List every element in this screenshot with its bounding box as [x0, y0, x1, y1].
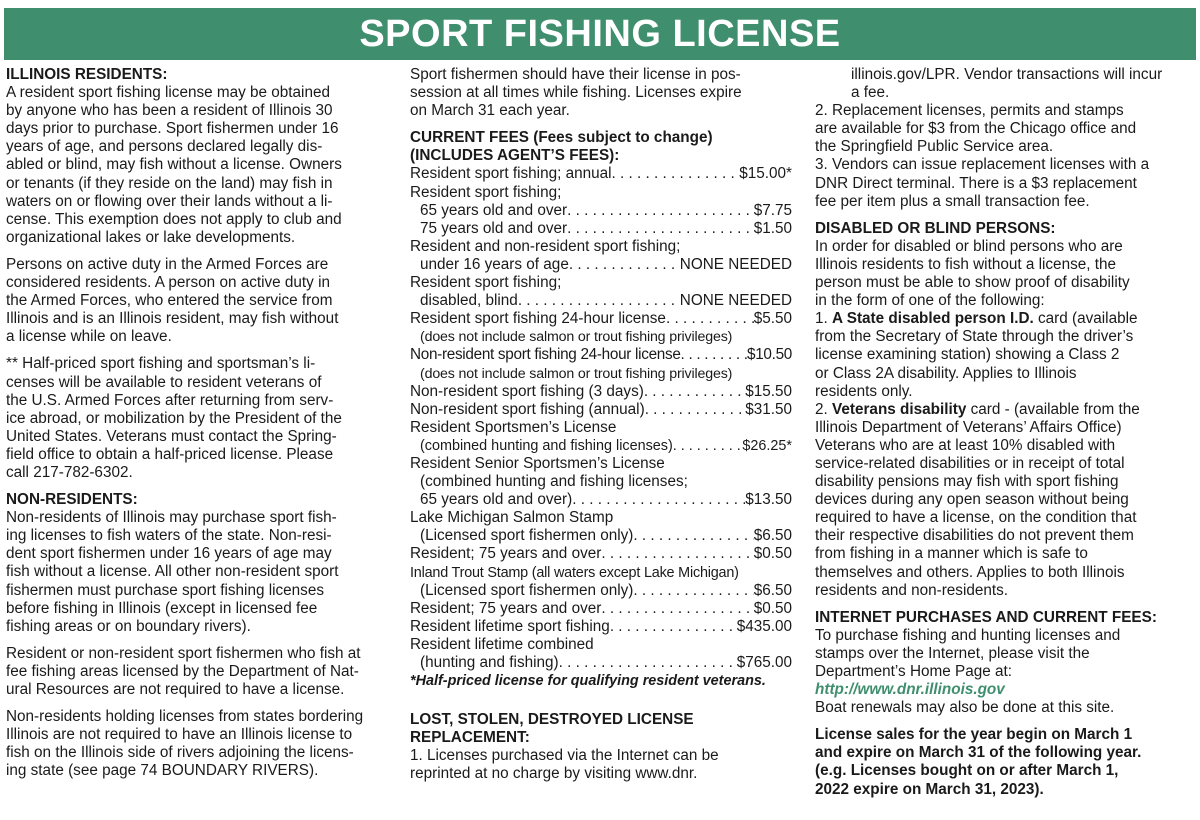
text-line: LOST, STOLEN, DESTROYED LICENSE: [410, 711, 694, 729]
text-line: a fee.: [851, 84, 890, 102]
dot-leader: [559, 654, 737, 672]
text-line: A resident sport fishing license may be obtained: [6, 84, 330, 102]
fee-amount: $5.50: [753, 310, 792, 328]
fee-amount: $0.50: [753, 545, 792, 563]
text-line: illinois.gov/LPR. Vendor transactions will incur: [851, 66, 1163, 83]
text-line: Veterans who are at least 10% disabled with: [815, 436, 1116, 454]
text-line: (e.g. Licenses bought on or after March 1,: [815, 762, 1119, 780]
fee-label: Resident sport fishing 24-hour license: [410, 310, 666, 328]
fee-group-title: Resident sport fishing;: [410, 183, 562, 201]
fee-row: [410, 437, 792, 455]
dot-leader: [567, 202, 754, 220]
fee-group-title: Lake Michigan Salmon Stamp: [410, 509, 614, 527]
fee-group-title: Resident and non-resident sport fishing;: [410, 237, 681, 255]
text-line: a license while on leave.: [6, 328, 172, 346]
text-line: call 217-782-6302.: [6, 463, 133, 481]
text-line: dent sport fishermen under 16 years of age may: [6, 545, 332, 563]
residents-paragraph-2: [6, 256, 382, 346]
fee-note: (does not include salmon or trout fishing privileges): [420, 365, 733, 382]
text-line: or Class 2A disability. Applies to Illinois: [815, 364, 1077, 382]
credential-number: 2.: [815, 400, 833, 418]
fee-amount: $435.00: [736, 617, 792, 635]
text-line: disability pensions may fish with sport fishing: [815, 473, 1119, 491]
disabled-intro: [815, 238, 1193, 310]
fee-label: under 16 years of age: [420, 255, 569, 273]
disabled-heading: DISABLED OR BLIND PERSONS:: [815, 219, 1056, 237]
text-line: United States. Veterans must contact the Spring-: [6, 427, 337, 445]
residents-paragraph-1: [6, 84, 382, 247]
fee-group-title: Resident lifetime combined: [410, 635, 594, 653]
fee-amount: $10.50: [747, 346, 792, 364]
text-line: residents only.: [815, 382, 913, 400]
text-line: required to have a license, on the condition that: [815, 509, 1137, 527]
fee-row: [410, 491, 792, 509]
text-line: Sport fishermen should have their license in pos-: [410, 66, 741, 83]
dot-leader: [518, 292, 680, 310]
text-line: Non-residents holding licenses from states bordering: [6, 708, 364, 726]
fee-group-title: Inland Trout Stamp (all waters except Lake Michigan): [410, 564, 739, 581]
fee-amount: $31.50: [745, 400, 792, 418]
dot-leader: [610, 618, 737, 636]
text-line: ing state (see page 74 BOUNDARY RIVERS).: [6, 762, 319, 780]
fee-row: [410, 256, 792, 274]
text-line: years of age, and persons declared legally dis-: [6, 138, 323, 156]
text-line: CURRENT FEES (Fees subject to change): [410, 129, 713, 147]
fee-amount: $0.50: [753, 599, 792, 617]
dot-leader: [645, 401, 746, 419]
credential-details: [815, 328, 1193, 400]
fee-amount: $765.00: [736, 654, 792, 671]
fee-row: [410, 202, 792, 220]
fee-row: [410, 582, 792, 600]
fee-amount: $26.25*: [742, 437, 792, 454]
text-line: stamps over the Internet, please visit the: [815, 644, 1090, 662]
credential-text: card - (available from the: [966, 400, 1140, 418]
text-line: Illinois are not required to have an Illinois license to: [6, 726, 353, 744]
fee-label: Non-resident sport fishing (annual): [410, 400, 645, 418]
dot-leader: [644, 383, 745, 401]
fee-group-title: Resident Senior Sportsmen’s License: [410, 454, 665, 472]
fee-label: Resident; 75 years and over: [410, 599, 602, 617]
text-line: ** Half-priced sport fishing and sportsman’s li-: [6, 355, 316, 373]
text-line: field office to obtain a half-priced license. Please: [6, 445, 334, 463]
fee-amount: $6.50: [753, 581, 792, 599]
text-line: considered residents. A person on active duty in: [6, 274, 330, 292]
fee-label: (Licensed sport fishermen only): [420, 527, 634, 545]
dot-leader: [612, 165, 740, 183]
text-line: To purchase fishing and hunting licenses and: [815, 626, 1121, 644]
license-sales-note: [815, 726, 1193, 798]
text-line: from the Secretary of State through the driver’s: [815, 328, 1134, 346]
nonresidents-paragraph-1: [6, 509, 382, 636]
fee-label: (hunting and fishing): [420, 654, 559, 671]
fees-heading: [410, 129, 792, 165]
column-fees: [410, 66, 792, 784]
text-line: REPLACEMENT:: [410, 729, 530, 747]
fee-row: [410, 618, 792, 636]
dot-leader: [601, 600, 753, 618]
text-line: Illinois and is an Illinois resident, may fish without: [6, 310, 339, 328]
text-line: fishermen must purchase sport fishing licenses: [6, 581, 324, 599]
fee-label: 75 years old and over: [420, 219, 568, 237]
text-line: are available for $3 from the Chicago office and: [815, 120, 1137, 138]
fee-label: 65 years old and over): [420, 491, 573, 509]
fee-group-subtitle: (combined hunting and fishing licenses;: [420, 473, 688, 491]
text-line: license examining station) showing a Class 2: [815, 346, 1120, 364]
text-line: from fishing in a manner which is safe to: [815, 545, 1088, 563]
disabled-credential-2: [815, 401, 1193, 600]
page-title: SPORT FISHING LICENSE: [4, 8, 1196, 60]
dot-leader: [673, 437, 743, 455]
text-line: fee per item plus a small transaction fee.: [815, 192, 1090, 210]
fee-row: [410, 401, 792, 419]
fee-note: (does not include salmon or trout fishing privileges): [420, 329, 733, 346]
fee-row: [410, 310, 792, 328]
fees-footnote: *Half-priced license for qualifying resident veterans.: [410, 673, 766, 690]
fee-label: disabled, blind: [420, 292, 518, 310]
column-residents: [6, 66, 382, 789]
fee-group-title: Resident sport fishing;: [410, 274, 562, 292]
fee-amount: NONE NEEDED: [679, 292, 792, 310]
fee-label: (Licensed sport fishermen only): [420, 581, 634, 599]
text-line: their respective disabilities do not prevent them: [815, 527, 1134, 545]
text-line: ing licenses to fish waters of the state. Non-resi-: [6, 527, 332, 545]
dot-leader: [601, 545, 753, 563]
text-line: Resident or non-resident sport fishermen who fish at: [6, 644, 361, 662]
credential-name: A State disabled person I.D.: [832, 310, 1034, 328]
text-line: censes will be available to resident veterans of: [6, 373, 322, 391]
lost-item-2: [815, 102, 1193, 156]
text-line: waters on or flowing over their lands without a li-: [6, 192, 333, 210]
text-line: cense. This exemption does not apply to club and: [6, 210, 342, 228]
fee-group-title: Resident Sportsmen’s License: [410, 418, 617, 436]
dot-leader: [666, 310, 754, 328]
text-line: fish on the Illinois side of rivers adjoining the licens-: [6, 744, 354, 762]
text-line: fishing areas or on boundary rivers).: [6, 617, 251, 635]
fee-label: 65 years old and over: [420, 201, 568, 219]
credential-name: Veterans disability: [832, 400, 967, 418]
dot-leader: [633, 582, 753, 600]
column-disabled: [815, 66, 1193, 799]
text-line: residents and non-residents.: [815, 581, 1009, 599]
text-line: the Armed Forces, who entered the service from: [6, 292, 333, 310]
text-line: Persons on active duty in the Armed Forces are: [6, 255, 329, 273]
nonresidents-paragraph-3: [6, 708, 382, 780]
text-line: reprinted at no charge by visiting www.dnr.: [410, 765, 698, 783]
text-line: ural Resources are not required to have a license.: [6, 681, 345, 698]
nonresidents-heading: NON-RESIDENTS:: [6, 491, 138, 509]
fee-row: [410, 220, 792, 238]
text-line: session at all times while fishing. Licenses expire: [410, 84, 742, 102]
fee-row: [410, 346, 792, 364]
text-line: the U.S. Armed Forces after returning from serv-: [6, 391, 334, 409]
text-line: 2. Replacement licenses, permits and stamps: [815, 102, 1124, 120]
text-line: 1. Licenses purchased via the Internet can be: [410, 747, 719, 765]
fee-amount: NONE NEEDED: [679, 255, 792, 273]
text-line: or tenants (if they reside on the land) may fish in: [6, 174, 333, 192]
fee-amount: $13.50: [745, 491, 792, 509]
text-line: service-related disabilities or in receipt of total: [815, 454, 1125, 472]
credential-details: [815, 419, 1193, 600]
text-line: Illinois residents to fish without a license, the: [815, 255, 1116, 273]
fee-amount: $6.50: [753, 527, 792, 545]
fee-label: Non-resident sport fishing (3 days): [410, 382, 644, 400]
text-line: person must be able to show proof of disability: [815, 274, 1130, 292]
fee-label: Resident sport fishing; annual: [410, 165, 612, 183]
disabled-credential-1: [815, 310, 1193, 400]
dot-leader: [572, 491, 745, 509]
credential-number: 1.: [815, 310, 833, 328]
residents-heading: ILLINOIS RESIDENTS:: [6, 66, 168, 83]
nonresidents-paragraph-2: [6, 645, 382, 699]
text-line: devices during any open season without being: [815, 491, 1129, 509]
text-line: (INCLUDES AGENT’S FEES):: [410, 147, 620, 165]
fee-label: Resident lifetime sport fishing: [410, 617, 610, 635]
text-line: the Springfield Public Service area.: [815, 138, 1054, 156]
internet-text: [815, 627, 1193, 681]
lost-item-3: [815, 156, 1193, 210]
text-line: and expire on March 31 of the following year.: [815, 744, 1142, 762]
internet-heading: INTERNET PURCHASES AND CURRENT FEES:: [815, 608, 1157, 626]
text-line: in the form of one of the following:: [815, 292, 1045, 310]
text-line: abled or blind, may fish without a license. Owners: [6, 156, 342, 174]
fee-row: [410, 600, 792, 618]
text-line: by anyone who has been a resident of Illinois 30: [6, 102, 333, 120]
text-line: organizational lakes or lake developments.: [6, 228, 296, 246]
fee-row: [410, 292, 792, 310]
fee-amount: $7.75: [753, 201, 792, 219]
fee-amount: $1.50: [753, 219, 792, 237]
dot-leader: [633, 527, 753, 545]
fee-row: [410, 545, 792, 563]
text-line: In order for disabled or blind persons who are: [815, 237, 1123, 255]
text-line: fish without a license. All other non-resident sport: [6, 563, 339, 581]
fee-label: Resident; 75 years and over: [410, 545, 602, 563]
fee-label: (combined hunting and fishing licenses): [420, 437, 673, 454]
text-line: on March 31 each year.: [410, 102, 570, 120]
fee-amount: $15.00*: [739, 165, 792, 183]
dot-leader: [567, 220, 754, 238]
boat-renewal-text: Boat renewals may also be done at this site.: [815, 699, 1115, 717]
dot-leader: [569, 256, 680, 274]
text-line: 2022 expire on March 31, 2023).: [815, 780, 1044, 798]
text-line: Illinois Department of Veterans’ Affairs Office): [815, 418, 1122, 436]
fee-row: [410, 527, 792, 545]
text-line: Non-residents of Illinois may purchase sport fish-: [6, 509, 337, 527]
text-line: fee fishing areas licensed by the Department of Nat-: [6, 662, 359, 680]
text-line: themselves and others. Applies to both Illinois: [815, 563, 1125, 581]
text-line: 3. Vendors can issue replacement licenses with a: [815, 156, 1150, 174]
dnr-website-link[interactable]: http://www.dnr.illinois.gov: [815, 681, 1005, 699]
credential-text: card (available: [1033, 310, 1138, 328]
fee-row: [410, 383, 792, 401]
text-line: Department’s Home Page at:: [815, 663, 1012, 680]
lost-heading: [410, 711, 792, 747]
fee-amount: $15.50: [745, 382, 792, 400]
fee-row: [410, 654, 792, 672]
fee-row: [410, 165, 792, 183]
text-line: before fishing in Illinois (except in licensed fee: [6, 599, 318, 617]
residents-paragraph-3: [6, 355, 382, 482]
text-line: DNR Direct terminal. There is a $3 replacement: [815, 174, 1137, 192]
fee-label: Non-resident sport fishing 24-hour license: [410, 346, 681, 364]
text-line: License sales for the year begin on March 1: [815, 726, 1133, 744]
possession-paragraph: [410, 66, 792, 120]
text-line: days prior to purchase. Sport fishermen under 16: [6, 120, 339, 138]
text-line: ice abroad, or mobilization by the President of the: [6, 409, 342, 427]
lost-item-1-continued: [815, 48, 1193, 102]
dot-leader: [681, 346, 747, 364]
lost-item-1: [410, 747, 792, 783]
